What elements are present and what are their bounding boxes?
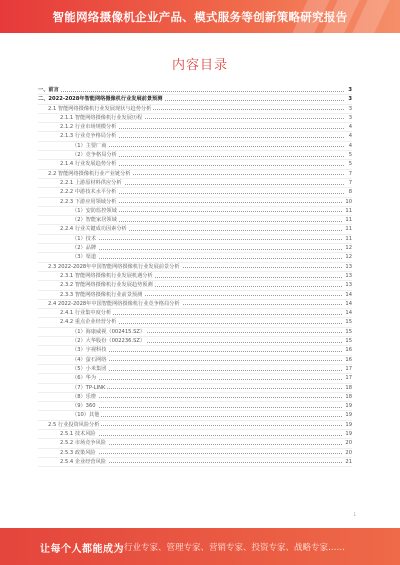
toc-entry-label: 2.3.1 智能网络摄像机行业发展机遇分析	[60, 272, 153, 279]
toc-entry-label: （5）小米集团	[72, 365, 107, 372]
toc-entry[interactable]	[38, 198, 352, 207]
toc-entry-page: 12	[345, 245, 352, 252]
toc-leader	[72, 370, 344, 371]
toc-entry-label: （7）TP-LINK	[72, 384, 106, 391]
toc-entry-page: 19	[345, 403, 352, 410]
toc-entry[interactable]	[38, 151, 352, 160]
toc-entry-label: （1）技术	[72, 235, 97, 242]
toc-entry-label: （3）渠道	[72, 254, 97, 261]
toc-leader	[72, 407, 344, 408]
header-banner	[0, 0, 400, 33]
toc-leader	[72, 360, 344, 361]
toc-entry-page: 8	[348, 189, 352, 196]
toc-entry-page: 7	[348, 170, 352, 177]
toc-entry-page: 20	[345, 440, 352, 447]
toc-entry-label: 2.5 行业投资风险分析	[48, 421, 100, 428]
toc-leader	[72, 239, 344, 240]
toc-entry[interactable]	[38, 225, 352, 234]
toc-entry-page: 15	[345, 319, 352, 326]
toc-entry-page: 17	[345, 365, 352, 372]
toc-entry[interactable]	[38, 309, 352, 318]
toc-entry[interactable]	[38, 253, 352, 262]
toc-entry-page: 3	[348, 87, 352, 93]
toc-entry[interactable]	[38, 365, 352, 374]
toc-entry[interactable]	[38, 95, 352, 104]
toc-entry-label: 2.2.2 中游技术水平分析	[60, 189, 117, 196]
toc-entry[interactable]	[38, 235, 352, 244]
toc-entry-page: 4	[348, 124, 352, 131]
toc-entry[interactable]	[38, 328, 352, 337]
toc-entry[interactable]	[38, 188, 352, 197]
toc-entry-page: 5	[348, 152, 352, 159]
toc-entry[interactable]	[38, 374, 352, 383]
toc-entry-label: （4）萤石网络	[72, 356, 107, 363]
toc-entry[interactable]	[38, 160, 352, 169]
toc-entry-page: 19	[345, 421, 352, 428]
toc-entry[interactable]	[38, 384, 352, 393]
toc-entry-label: 2.2.1 上游原材料供应分析	[60, 179, 122, 186]
toc-entry-label: 一、前言	[38, 87, 59, 93]
toc-entry[interactable]	[38, 142, 352, 151]
toc-entry[interactable]	[38, 449, 352, 458]
toc-leader	[72, 146, 344, 147]
toc-entry-label: 2.1.4 行业发展趋势分析	[60, 161, 117, 168]
toc-entry-page: 20	[345, 449, 352, 456]
toc-entry-label: （3）宇视科技	[72, 347, 107, 354]
toc-entry-label: 2.3 2022-2028年中国智能网络摄像机行业发展前景分析	[48, 263, 180, 270]
toc-entry-page: 12	[345, 254, 352, 261]
toc-entry-page: 16	[345, 347, 352, 354]
toc-entry[interactable]	[38, 207, 352, 216]
toc-entry-label: （6）华为	[72, 375, 97, 382]
toc-entry-label: 2.1 智能网络摄像机行业发展现状与趋势分析	[48, 105, 152, 112]
toc-entry-page: 14	[345, 300, 352, 307]
toc-entry[interactable]	[38, 281, 352, 290]
toc-entry[interactable]	[38, 244, 352, 253]
toc-entry-page: 19	[345, 412, 352, 419]
toc-entry-label: （8）乐橙	[72, 393, 97, 400]
toc-entry-page: 4	[348, 133, 352, 140]
toc-entry[interactable]	[38, 356, 352, 365]
toc-entry-label: 2.5.1 技术风险	[60, 430, 96, 437]
toc-entry-label: 2.5.3 政策风险	[60, 449, 96, 456]
toc-leader	[60, 435, 344, 436]
toc-entry[interactable]	[38, 105, 352, 114]
toc-entry-label: 2.3.2 智能网络摄像机行业发展趋势预测	[60, 282, 153, 289]
toc-leader	[72, 379, 344, 380]
toc-entry-label: 2.2 智能网络摄像机行业产业链分析	[48, 170, 131, 177]
toc-entry-page: 16	[345, 356, 352, 363]
toc-entry-label: 2.1.2 行业市场规模分析	[60, 124, 117, 131]
toc-entry-page: 5	[348, 161, 352, 168]
toc-entry-page: 11	[345, 235, 352, 242]
toc-entry[interactable]	[38, 458, 352, 467]
toc-entry-label: 2.2.4 行业关键成功因素分析	[60, 226, 127, 233]
toc-entry-label: （1）安防监控领域	[72, 207, 117, 214]
toc-entry[interactable]	[38, 170, 352, 179]
toc-entry-page: 13	[345, 272, 352, 279]
toc-entry[interactable]	[38, 272, 352, 281]
toc-entry[interactable]	[38, 132, 352, 141]
toc-entry[interactable]	[38, 123, 352, 132]
toc-entry-page: 3	[348, 114, 352, 121]
toc-entry-label: 2.4 2022-2028年中国智能网络摄像机行业竞争格局分析	[48, 300, 180, 307]
toc-entry-label: 2.3.3 智能网络摄像机行业前景预测	[60, 291, 143, 298]
toc-leader	[72, 416, 344, 417]
toc-leader	[72, 388, 344, 389]
toc-entry[interactable]	[38, 179, 352, 188]
toc-entry-label: 2.5.4 企业经营风险	[60, 458, 106, 465]
toc-entry-page: 7	[348, 179, 352, 186]
toc-entry-label: （10）其他	[72, 412, 100, 419]
toc-leader	[72, 351, 344, 352]
toc-entry-page: 14	[345, 310, 352, 317]
toc-entry[interactable]	[38, 439, 352, 448]
footer-slogan: 让每个人都能成为	[40, 544, 124, 555]
toc-entry[interactable]	[38, 337, 352, 346]
toc-entry-label: （1）海康威视（002415.SZ）	[72, 328, 146, 335]
footer-banner	[0, 528, 400, 565]
toc-leader	[38, 91, 344, 92]
toc-heading: 内容目录	[171, 58, 228, 73]
toc-entry-page: 11	[345, 226, 352, 233]
toc-entry-page: 15	[345, 328, 352, 335]
toc-entry-page: 13	[345, 263, 352, 270]
toc-entry-page: 4	[348, 142, 352, 149]
toc-entry-page: 3	[348, 96, 352, 103]
toc-leader	[72, 397, 344, 398]
toc-entry-page: 15	[345, 338, 352, 345]
toc-leader	[72, 249, 344, 250]
toc-entry[interactable]	[38, 402, 352, 411]
toc-entry-page: 19	[345, 430, 352, 437]
toc-entry-page: 11	[345, 207, 352, 214]
toc-entry-label: 2.1.1 智能网络摄像机行业发展历程	[60, 114, 143, 121]
toc-entry-label: （2）大华股份（002236.SZ）	[72, 338, 146, 345]
toc-entry-label: （2）竞争格局分析	[72, 152, 117, 159]
toc-entry[interactable]	[38, 430, 352, 439]
toc-entry[interactable]	[38, 318, 352, 327]
table-of-contents	[38, 86, 352, 467]
toc-entry[interactable]	[38, 263, 352, 272]
toc-entry-label: 2.2.3 下游应用领域分析	[60, 198, 117, 205]
toc-entry[interactable]	[38, 114, 352, 123]
toc-entry[interactable]	[38, 86, 352, 95]
toc-entry[interactable]	[38, 216, 352, 225]
toc-entry-page: 18	[345, 393, 352, 400]
toc-entry-label: （9）360	[72, 403, 96, 410]
toc-entry-label: 2.4.2 重点企业经营分析	[60, 319, 117, 326]
toc-entry-label: （2）品牌	[72, 245, 97, 252]
toc-entry-page: 3	[348, 105, 352, 112]
toc-entry-page: 18	[345, 384, 352, 391]
toc-entry[interactable]	[38, 393, 352, 402]
toc-entry[interactable]	[38, 346, 352, 355]
toc-leader	[60, 453, 344, 454]
toc-entry-page: 17	[345, 375, 352, 382]
toc-entry-label: 2.5.2 市场竞争风险	[60, 440, 106, 447]
toc-entry[interactable]	[38, 291, 352, 300]
toc-entry-label: （2）智能家居领域	[72, 217, 117, 224]
toc-entry[interactable]	[38, 421, 352, 430]
toc-entry-page: 13	[345, 282, 352, 289]
toc-entry-label: 二、2022-2028年智能网络摄像机行业发展前景预测	[38, 96, 163, 103]
report-title: 智能网络摄像机企业产品、模式服务等创新策略研究报告	[52, 10, 348, 24]
page-number: 1	[353, 512, 356, 517]
toc-entry-page: 10	[345, 198, 352, 205]
toc-entry-page: 14	[345, 291, 352, 298]
toc-entry-page: 21	[345, 458, 352, 465]
toc-entry-label: 2.4.1 行业集中度分析	[60, 310, 112, 317]
toc-entry-label: 2.1.3 行业竞争格局分析	[60, 133, 117, 140]
toc-entry[interactable]	[38, 411, 352, 420]
toc-entry-page: 11	[345, 217, 352, 224]
toc-leader	[72, 258, 344, 259]
toc-entry[interactable]	[38, 300, 352, 309]
toc-entry-label: （1）主要厂商	[72, 142, 107, 149]
footer-experts: 行业专家、管理专家、营销专家、投资专家、战略专家……	[124, 543, 346, 553]
